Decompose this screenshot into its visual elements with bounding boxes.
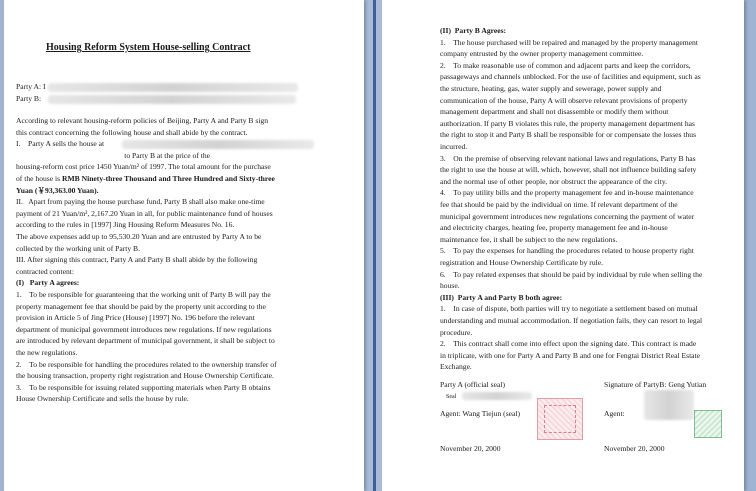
- right-body-line: registration and House Ownership Certificate by rule.: [440, 258, 604, 267]
- right-body-line: company entrusted by the owner property management committee.: [440, 49, 644, 59]
- right-body-line: Exchange.: [440, 362, 472, 372]
- red-official-seal: [537, 398, 583, 440]
- left-body-line: (I) Party A agrees:: [16, 278, 80, 288]
- right-body-line: the structure, heating, gas, water supply and sewerage, power supply and: [440, 84, 662, 93]
- left-body-line: housing-reform cost price 1450 Yuan/m² of 1997. The total amount for the purchase: [16, 162, 271, 172]
- date-a: November 20, 2000: [440, 444, 501, 453]
- redacted-seal: [462, 392, 532, 400]
- left-body-line: House Ownership Certificate and sells the house by rule.: [16, 394, 189, 404]
- green-stamp: [694, 410, 722, 438]
- left-body-line: Yuan (￥93,363.00 Yuan).: [16, 185, 99, 195]
- right-body-line: incurred.: [440, 142, 468, 151]
- agent-b: Agent:: [604, 409, 627, 418]
- left-body-line: 3. To be responsible for issuing related supporting materials when Party B obtains: [16, 382, 271, 392]
- left-body-line: According to relevant housing-reform policies of Beijing, Party A and Party B sign: [16, 116, 269, 125]
- left-body-line: this contract concerning the following house and shall abide by the contract.: [16, 127, 248, 137]
- left-body-line: to Party B at the price of the: [16, 150, 211, 160]
- right-body-line: and electricity charges, heating fee, property management fee and in-house: [440, 223, 668, 233]
- right-body-line: and the normal use of other people, nor obstruct the appearance of the city.: [440, 176, 668, 186]
- seal-label: Seal: [446, 394, 457, 400]
- left-body-line: I. Party A sells the house at: [16, 139, 105, 149]
- left-body-line: the new regulations.: [16, 348, 78, 357]
- right-body-line: house.: [440, 281, 460, 291]
- right-body-line: procedure.: [440, 327, 473, 337]
- party-b-signature-label: Signature of PartyB: Geng Yutian: [604, 380, 707, 389]
- page-divider: [373, 0, 376, 491]
- left-body-line: II. Apart from paying the house purchase fund, Party B shall also make one-time: [16, 197, 265, 207]
- right-body-line: municipal government introduces new regulations concerning the payment of water: [440, 211, 695, 221]
- left-body-line: collected by the working unit of Party B.: [16, 243, 141, 253]
- right-body-line: fee that should be paid by the individual on time. If relevant department of the: [440, 200, 678, 209]
- redacted-signature: [644, 390, 694, 420]
- left-body-line: are introduced by relevant department of municipal government, it shall be subject to: [16, 336, 275, 346]
- right-page: [382, 0, 744, 491]
- redacted-party-b: [48, 95, 296, 104]
- right-body-line: the right to stop it and Party B shall be responsible for or compensate the losses thus: [440, 130, 697, 140]
- redacted-house-address: [122, 140, 314, 149]
- right-body-line: the right to use the house at will, which, however, shall not influence building safety: [440, 165, 697, 175]
- left-body-line: of the house is RMB Ninety-three Thousand and Three Hundred and Sixty-three: [16, 174, 275, 183]
- left-body-line: according to the rules in [1997] Jing Housing Reform Measures No. 16.: [16, 220, 235, 230]
- right-body-line: (III) Party A and Party B both agree:: [440, 292, 563, 302]
- left-body-line: property management fee that should be paid by the property unit according to the: [16, 301, 266, 311]
- left-body-line: III. After signing this contract, Party A and Party B shall abide by the following: [16, 255, 258, 265]
- left-body-line: 1. To be responsible for guaranteeing that the working unit of Party B will pay the: [16, 290, 271, 299]
- left-body-line: contracted content:: [16, 266, 74, 276]
- left-body-line: provision in Article 5 of Jing Price (House) [1997] No. 196 before the relevant: [16, 313, 255, 323]
- redacted-party-a: [48, 83, 298, 92]
- party-a-seal-label: Party A (official seal): [440, 380, 506, 389]
- right-body-line: 1. The house purchased will be repaired and managed by the property management: [440, 37, 698, 47]
- left-body-line: 2. To be responsible for handling the procedures related to the ownership transfer of: [16, 359, 277, 369]
- right-body-line: 5. To pay the expenses for handling the procedures related to house property right: [440, 246, 694, 256]
- contract-title: Housing Reform System House-selling Contract: [46, 42, 251, 53]
- right-body-line: understanding and mutual accommodation. If negotiation fails, they can resort to legal: [440, 316, 703, 325]
- right-body-line: passageways and channels unblocked. For the use of facilities and equipment, such as: [440, 72, 701, 82]
- right-body-line: in triplicate, with one for Party A and Party B and one for Fengtai District Real Estate: [440, 350, 701, 360]
- right-body-line: 1. In case of dispute, both parties will try to negotiate a settlement based on mutual: [440, 304, 698, 314]
- right-body-line: 3. On the premise of observing relevant national laws and regulations, Party B has: [440, 153, 696, 163]
- left-body-line: The above expenses add up to 95,530.20 Yuan and are entrusted by Party A to be: [16, 232, 262, 241]
- right-body-line: 4. To pay utility bills and the property management fee and in-house maintenance: [440, 188, 694, 198]
- right-body-line: 2. To make reasonable use of common and adjacent parts and keep the corridors,: [440, 60, 691, 70]
- date-b: November 20, 2000: [604, 444, 665, 453]
- right-body-line: (II) Party B Agrees:: [440, 26, 507, 35]
- right-body-line: communication of the house, Party A will observe relevant provisions of property: [440, 95, 688, 105]
- right-body-line: maintenance fee, it shall be subject to the new regulations.: [440, 234, 618, 244]
- left-body-line: the housing transaction, property right registration and House Ownership Certificate.: [16, 371, 274, 381]
- party-a-line: Party A: I: [16, 82, 46, 91]
- right-body-line: 2. This contract shall come into effect upon the signing date. This contract is made: [440, 339, 697, 349]
- right-body-line: 6. To pay related expenses that should be paid by individual by rule when selling the: [440, 269, 703, 279]
- left-body-line: payment of 21 Yuan/m², 2,167.20 Yuan in all, for public maintenance fund of houses: [16, 208, 273, 218]
- agent-a: Agent: Wang Tiejun (seal): [440, 409, 521, 418]
- party-b-line: Party B:: [16, 94, 42, 103]
- left-page: [4, 0, 364, 491]
- left-body-line: department of municipal government introduces new regulations. If new regulations: [16, 324, 272, 334]
- right-body-line: management department and shall not disassemble or modify them without: [440, 107, 669, 117]
- right-body-line: authorization. If party B violates this rule, the property management department has: [440, 118, 695, 128]
